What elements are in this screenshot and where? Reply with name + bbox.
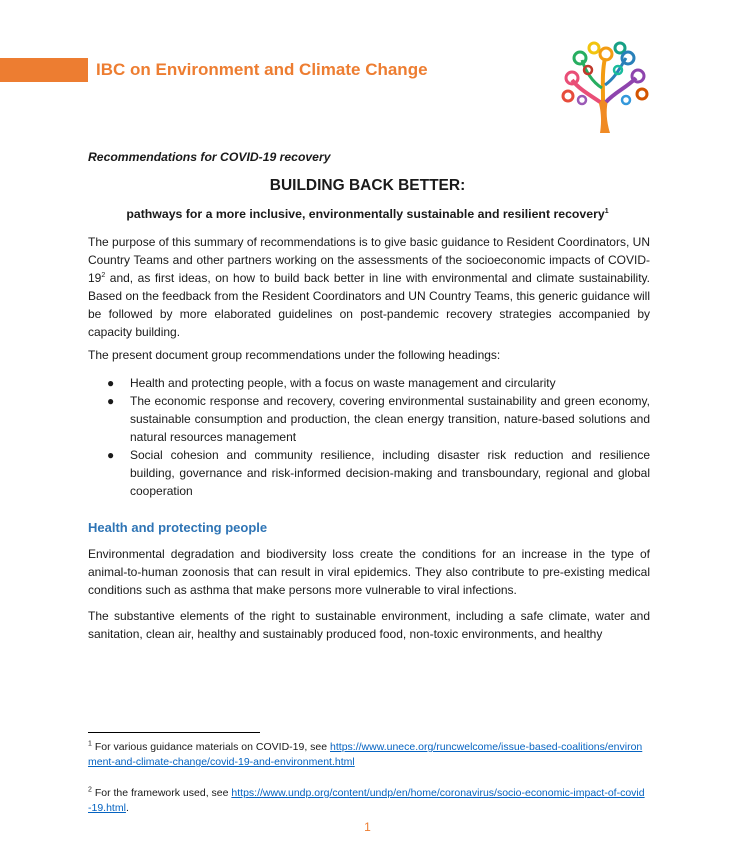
list-item [88,446,650,500]
header-accent-bar [0,58,88,82]
recommendation-headings-list [88,374,650,500]
footnote-number: 2 [88,786,92,794]
health-paragraph-1: Environmental degradation and biodiversity loss create the conditions for an increase in the type of animal-to-human zoonosis that can result in viral epidemics. They also contribute to pre-existing medical conditions such as asthma that make persons more vulnerable to viral infections. [88,547,650,597]
document-subtitle: Recommendations for COVID-19 recovery [88,150,331,164]
footnote-divider [88,732,260,733]
section-heading-health: Health and protecting people [88,520,268,535]
footnote-ref-2[interactable]: 2 [101,272,106,279]
footnote-text: For various guidance materials on COVID-19, see [91,741,331,753]
health-paragraph-2: The substantive elements of the right to sustainable environment, including a safe climate, water and sanitation, clean air, healthy and sustainably produced food, non-toxic environments, and healthy [88,609,650,641]
intro-text-part2: and, as first ideas, on how to build back better in line with environmental and climate sustainability. Based on the feedback from the Resident Coordinators and UN Country Teams, this generic guidance will be followed by more elaborated guidelines on post-pandemic recovery strategies accompanied by capacity building. [88,271,650,339]
bullet-icon: ● [107,394,115,408]
list-item [88,392,650,446]
colorful-tree-logo-icon [560,40,650,135]
intro-text-part1: The purpose of this summary of recommendations is to give basic guidance to Resident Coordinators, UN Country Teams and other partners working on the assessments of the socioeconomic impacts of COVID-19 [88,235,650,285]
list-item-text: Social cohesion and community resilience, including disaster risk reduction and resilience building, governance and risk-informed decision-making and transboundary, regional and global cooperation [130,448,650,498]
footnote-ref-1[interactable]: 1 [604,207,609,215]
list-item-text: Health and protecting people, with a focus on waste management and circularity [130,376,556,390]
page-number: 1 [364,820,371,834]
bullet-icon: ● [107,376,115,390]
footnote-1 [88,740,648,770]
intro-paragraph [88,233,650,341]
document-title: BUILDING BACK BETTER: [269,177,466,194]
headings-intro-paragraph: The present document group recommendations under the following headings: [88,348,501,362]
footnote-link[interactable]: https://www.undp.org/content/undp/en/home/coronavirus/socio-economic-impact-of-covid-19.html [88,787,645,814]
footnote-suffix: . [125,802,129,814]
footnote-text: For the framework used, see [91,787,232,799]
list-item-text: The economic response and recovery, covering environmental sustainability and green economy, sustainable consumption and production, the clean energy transition, nature-based solutions and natural resources management [130,394,650,444]
footnote-number: 1 [88,740,92,748]
footnote-link[interactable]: https://www.unece.org/runcwelcome/issue-based-coalitions/environment-and-climate-change/covid-19-and-environment.html [88,741,643,768]
subheading-text: pathways for a more inclusive, environmentally sustainable and resilient recovery [126,207,605,221]
list-item [88,374,650,392]
document-subheading [0,207,735,221]
bullet-icon: ● [107,448,115,462]
footnote-2 [88,786,648,816]
header-title: IBC on Environment and Climate Change [96,60,428,79]
